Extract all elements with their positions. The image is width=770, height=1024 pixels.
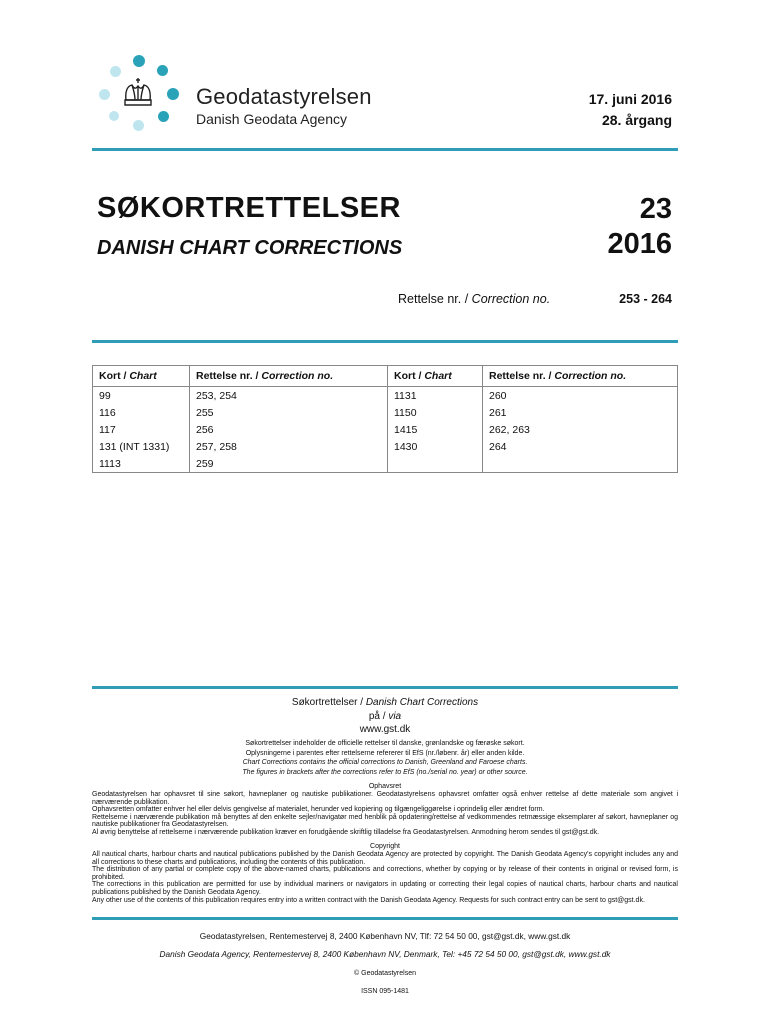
table-cell: 255 (190, 404, 388, 421)
logo-dot (133, 55, 145, 67)
table-cell: 253, 254 (190, 387, 388, 405)
table-cell (483, 455, 678, 473)
table-cell: 259 (190, 455, 388, 473)
date-block (589, 89, 672, 131)
info-line: Chart Corrections contains the official corrections to Danish, Greenland and Faroese charts. (242, 759, 528, 766)
divider (92, 917, 678, 920)
table-cell: 262, 263 (483, 421, 678, 438)
via-line: på / via (368, 711, 402, 722)
page-title: SØKORTRETTELSER (97, 192, 401, 224)
correction-label-en: Correction no. (471, 292, 551, 306)
volume: 28. årgang (601, 112, 672, 128)
address-da: Geodatastyrelsen, Rentemestervej 8, 2400 København NV, Tlf: 72 54 50 00, gst@gst.dk, www.gst.dk (199, 931, 571, 941)
correction-label (398, 292, 550, 306)
correction-range: 253 - 264 (619, 292, 672, 306)
agency-name-en: Danish Geodata Agency (196, 111, 347, 127)
copyright-text: All nautical charts, harbour charts and nautical publications published by the Danish Geodata Agency are protected by copyright. The Danish Geodata Agency's copyright includes any and all corrections to these charts and publications, including the contents of this publication. The distribution of any partial or complete copy of the above-named charts, publications and corrections, whether by copying or by release of their contents in original or revised form, is prohibited. The corrections in this publication are permitted for use by individual mariners or navigators in updating or correcting their legal copies of nautical charts, harbour charts and nautical publications published by the Danish Geodata Agency. Any other use of the contents of this publication requires entry into a written contract with the Danish Geodata Agency. Requests for such contract entry can be sent to gst@gst.dk. (92, 851, 678, 904)
divider (92, 340, 678, 343)
table-cell: 261 (483, 404, 678, 421)
table-cell: 1415 (388, 421, 483, 438)
logo-dot (167, 88, 179, 100)
info-line: The figures in brackets after the corrections refer to EfS (no./serial no. year) or other source. (242, 769, 528, 776)
table-row (93, 404, 678, 421)
issue-year: 2016 (607, 228, 672, 260)
ophavsret-text: Geodatastyrelsen har ophavsret til sine søkort, havneplaner og nautiske publikationer. Geodatastyrelsens ophavsret omfatter også enhver rettelse af dette materiale som angivet i nærværende publikation. Ophavsretten omfatter enhver hel eller delvis gengivelse af materialet, herunder ved kopiering og tilgængeliggørelse i oprindelig eller ændret form. Rettelserne i nærværende publikation må benyttes af den enkelte sejler/navigatør med henblik på opdatering/rettelse af vedkommendes retmæssige eksemplarer af søkort, havneplaner og nautiske publikationer fra Geodatastyrelsen. Al øvrig benyttelse af rettelserne i nærværende publikation kræver en forudgående skriftlig tilladelse fra Geodatastyrelsen. Anmodning herom sendes til gst@gst.dk. (92, 791, 678, 836)
table-row (93, 455, 678, 473)
table-cell: 257, 258 (190, 438, 388, 455)
table-header-correction: Rettelse nr. / Correction no. (190, 366, 388, 387)
ophavsret-heading: Ophavsret (368, 783, 402, 790)
info-line: Oplysningerne i parentes efter rettelserne refererer til EfS (nr./løbenr. år) eller anden kilde. (245, 750, 525, 757)
correction-label-da: Rettelse nr. / (398, 292, 469, 306)
table-cell: 131 (INT 1331) (99, 440, 170, 453)
table-header-correction: Rettelse nr. / Correction no. (483, 366, 678, 387)
issn: ISSN 095-1481 (361, 988, 409, 995)
publication-line: Søkortrettelser / Danish Chart Corrections (291, 697, 479, 708)
table-row (93, 387, 678, 405)
table-header-chart: Kort / Chart (388, 366, 483, 387)
table-cell: 1131 (388, 387, 483, 405)
website-link[interactable]: www.gst.dk (359, 724, 411, 735)
correction-table (92, 365, 678, 473)
table-cell: 117 (99, 423, 116, 436)
issue-block (607, 192, 672, 262)
table-row (93, 438, 678, 455)
issue-date: 17. juni 2016 (588, 91, 672, 107)
logo-dot (99, 89, 110, 100)
info-line: Søkortrettelser indeholder de officielle rettelser til danske, grønlandske og færøske søkort. (245, 740, 525, 747)
agency-name: Geodatastyrelsen (196, 84, 372, 109)
logo-dot (157, 65, 168, 76)
table-cell (388, 455, 483, 473)
copyright-line: © Geodatastyrelsen (354, 970, 416, 977)
logo-dot (133, 120, 144, 131)
issue-number: 23 (639, 193, 672, 225)
copyright-heading: Copyright (370, 843, 400, 850)
table-cell: 260 (483, 387, 678, 405)
address-en: Danish Geodata Agency, Rentemestervej 8, 2400 København NV, Denmark, Tel: +45 72 54 50 00, gst@gst.dk, www.gst.dk (159, 949, 611, 959)
divider (92, 148, 678, 151)
table-header-row (93, 366, 678, 387)
table-header-chart: Kort / Chart (93, 366, 190, 387)
page-subtitle: DANISH CHART CORRECTIONS (97, 237, 403, 259)
table-cell: 256 (190, 421, 388, 438)
logo-dot (158, 111, 169, 122)
crown-icon (120, 76, 156, 108)
table-cell: 1430 (388, 438, 483, 455)
table-cell: 264 (483, 438, 678, 455)
table-row (93, 421, 678, 438)
divider (92, 686, 678, 689)
table-cell: 99 (99, 389, 111, 402)
table-cell: 1113 (99, 457, 121, 470)
table-cell: 116 (99, 406, 116, 419)
logo-dot (109, 111, 119, 121)
table-cell: 1150 (388, 404, 483, 421)
